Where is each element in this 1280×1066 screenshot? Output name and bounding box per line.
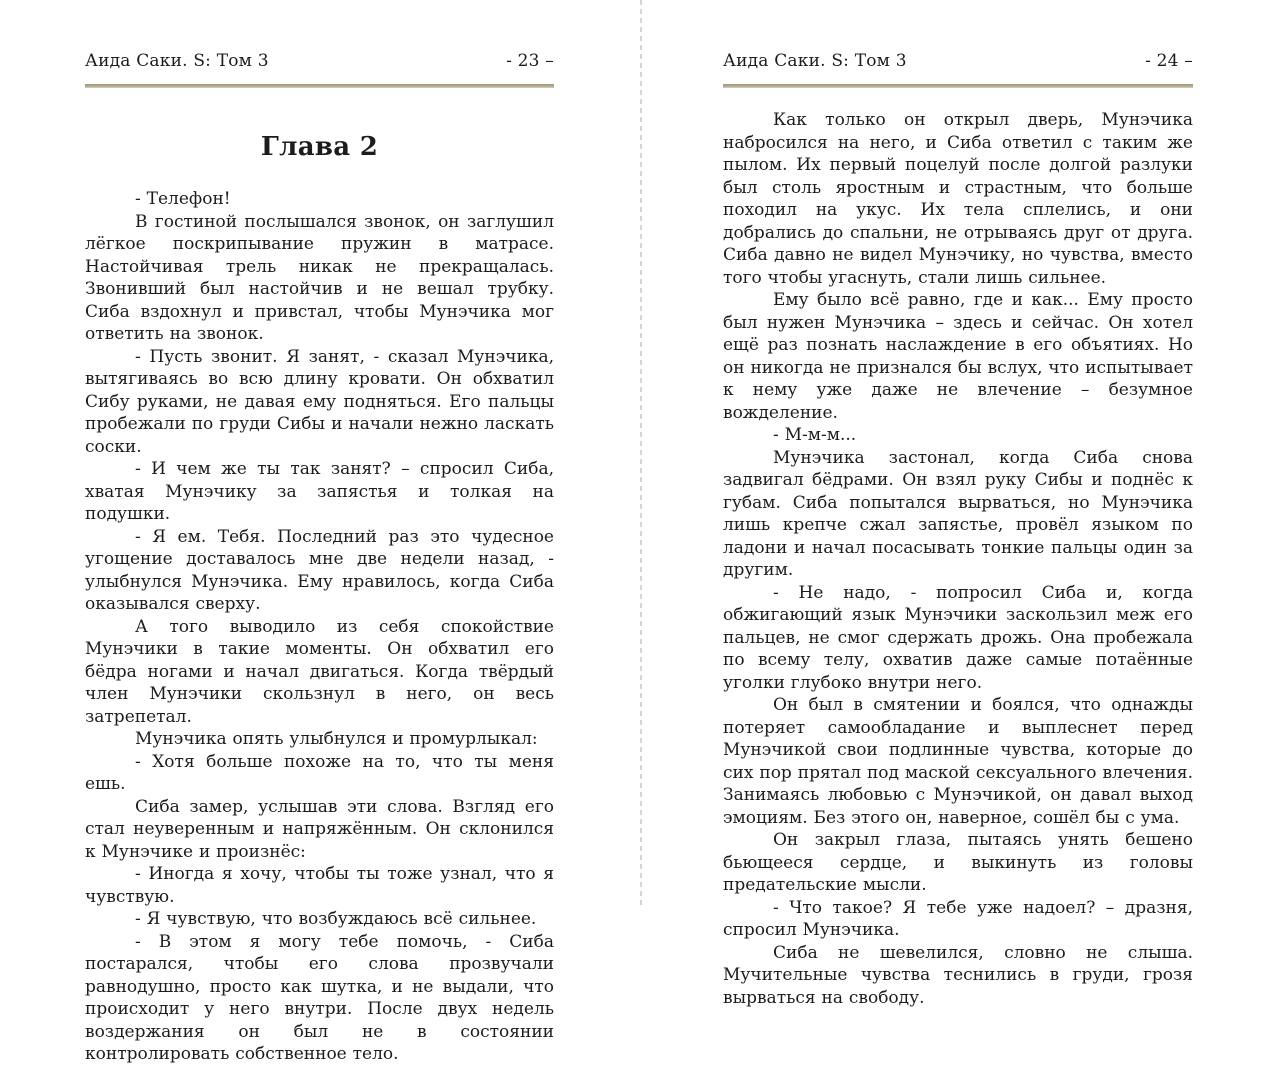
paragraph: - Пусть звонит. Я занят, - сказал Мунэчика, вытягиваясь во всю длину кровати. Он обхватил Сибу руками, не давая ему подняться. Его пальцы пробежали по груди Сибы и начали нежно ласкать соски. [85, 346, 554, 457]
paragraph: Он закрыл глаза, пытаясь унять бешено бьющееся сердце, и выкинуть из головы предательские мысли. [723, 830, 1193, 895]
paragraph: Он был в смятении и боялся, что однажды потеряет самообладание и выплеснет перед Мунэчикой свои подлинные чувства, которые до сих пор прятал под маской сексуального влечения. Занимаясь любовью с Мунэчикой, он давал выход эмоциям. Без этого он, наверное, сошёл бы с ума. [723, 695, 1193, 828]
paragraph: Мунэчика опять улыбнулся и промурлыкал: [135, 729, 538, 749]
page-left-body [85, 188, 554, 1066]
paragraph: - М-м-м... [773, 425, 857, 445]
paragraph: - Иногда я хочу, чтобы ты тоже узнал, что я чувствую. [85, 864, 554, 907]
page-right-body [723, 109, 1193, 1009]
paragraph: Мунэчика застонал, когда Сиба снова задвигал бёдрами. Он взял руку Сибы и поднёс к губам. Сиба попытался вырваться, но Мунэчика лишь крепче сжал запястье, провёл языком по ладони и начал посасывать тонкие пальцы один за другим. [723, 447, 1193, 580]
paragraph: - Телефон! [135, 189, 231, 209]
paragraph: - Не надо, - попросил Сиба и, когда обжигающий язык Мунэчики заскользил меж его пальцев, не смог сдержать дрожь. Она пробежала по всему телу, охватив даже самые потаённые уголки глубоко внутри него. [723, 582, 1193, 693]
paragraph: - В этом я могу тебе помочь, - Сиба постарался, чтобы его слова прозвучали равнодушно, просто как шутка, и не выдали, что происходит у него внутри. После двух недель воздержания он был не в состоянии контролировать собственное тело. [85, 931, 554, 1064]
running-title: Аида Саки. S: Том 3 [723, 51, 907, 71]
paragraph: А того выводило из себя спокойствие Мунэчики в такие моменты. Он обхватил его бёдра ногами и начал двигаться. Когда твёрдый член Мунэчики скользнул в него, он весь затрепетал. [85, 616, 554, 727]
paragraph: Сиба замер, услышав эти слова. Взгляд его стал неуверенным и напряжённым. Он склонился к Мунэчике и произнёс: [85, 796, 554, 862]
paragraph: - И чем же ты так занят? – спросил Сиба, хватая Мунэчику за запястья и толкая на подушки. [85, 459, 554, 524]
paragraph: - Хотя больше похоже на то, что ты меня ешь. [85, 751, 554, 794]
paragraph: В гостиной послышался звонок, он заглушил лёгкое поскрипывание пружин в матрасе. Настойчивая трель никак не прекращалась. Звонивший был настойчив и не вешал трубку. Сиба вздохнул и привстал, чтобы Мунэчика мог ответить на звонок. [85, 211, 554, 344]
chapter-title: Глава 2 [260, 132, 379, 162]
paragraph: - Что такое? Я тебе уже надоел? – дразня, спросил Мунэчика. [723, 897, 1193, 940]
page-right-header [723, 0, 1193, 71]
page-left-header [85, 0, 554, 71]
page-right [723, 0, 1193, 1008]
running-title: Аида Саки. S: Том 3 [85, 51, 269, 71]
header-rule [85, 84, 554, 88]
page-divider [640, 0, 642, 905]
page-number: - 24 – [1145, 51, 1193, 71]
paragraph: Сиба не шевелился, словно не слыша. Мучительные чувства теснились в груди, грозя вырваться на свободу. [723, 942, 1193, 1008]
paragraph: Как только он открыл дверь, Мунэчика набросился на него, и Сиба ответил с таким же пылом. Их первый поцелуй после долгой разлуки был столь яростным и страстным, что больше походил на укус. Их тела сплелись, и они добрались до спальни, не отрываясь друг от друга. Сиба давно не видел Мунэчику, но чувства, вместо того чтобы угаснуть, стали лишь сильнее. [723, 110, 1193, 288]
page-left [85, 0, 554, 1064]
paragraph: - Я чувствую, что возбуждаюсь всё сильнее. [135, 909, 537, 929]
paragraph: - Я ем. Тебя. Последний раз это чудесное угощение доставалось мне две недели назад, - улыбнулся Мунэчика. Ему нравилось, когда Сиба оказывался сверху. [85, 526, 554, 614]
paragraph: Ему было всё равно, где и как... Ему просто был нужен Мунэчика – здесь и сейчас. Он хотел ещё раз познать наслаждение в его объятиях. Но он никогда не признался бы вслух, что испытывает к нему уже даже не влечение – безумное вожделение. [723, 290, 1193, 423]
page-number: - 23 – [506, 51, 554, 71]
header-rule [723, 84, 1193, 88]
